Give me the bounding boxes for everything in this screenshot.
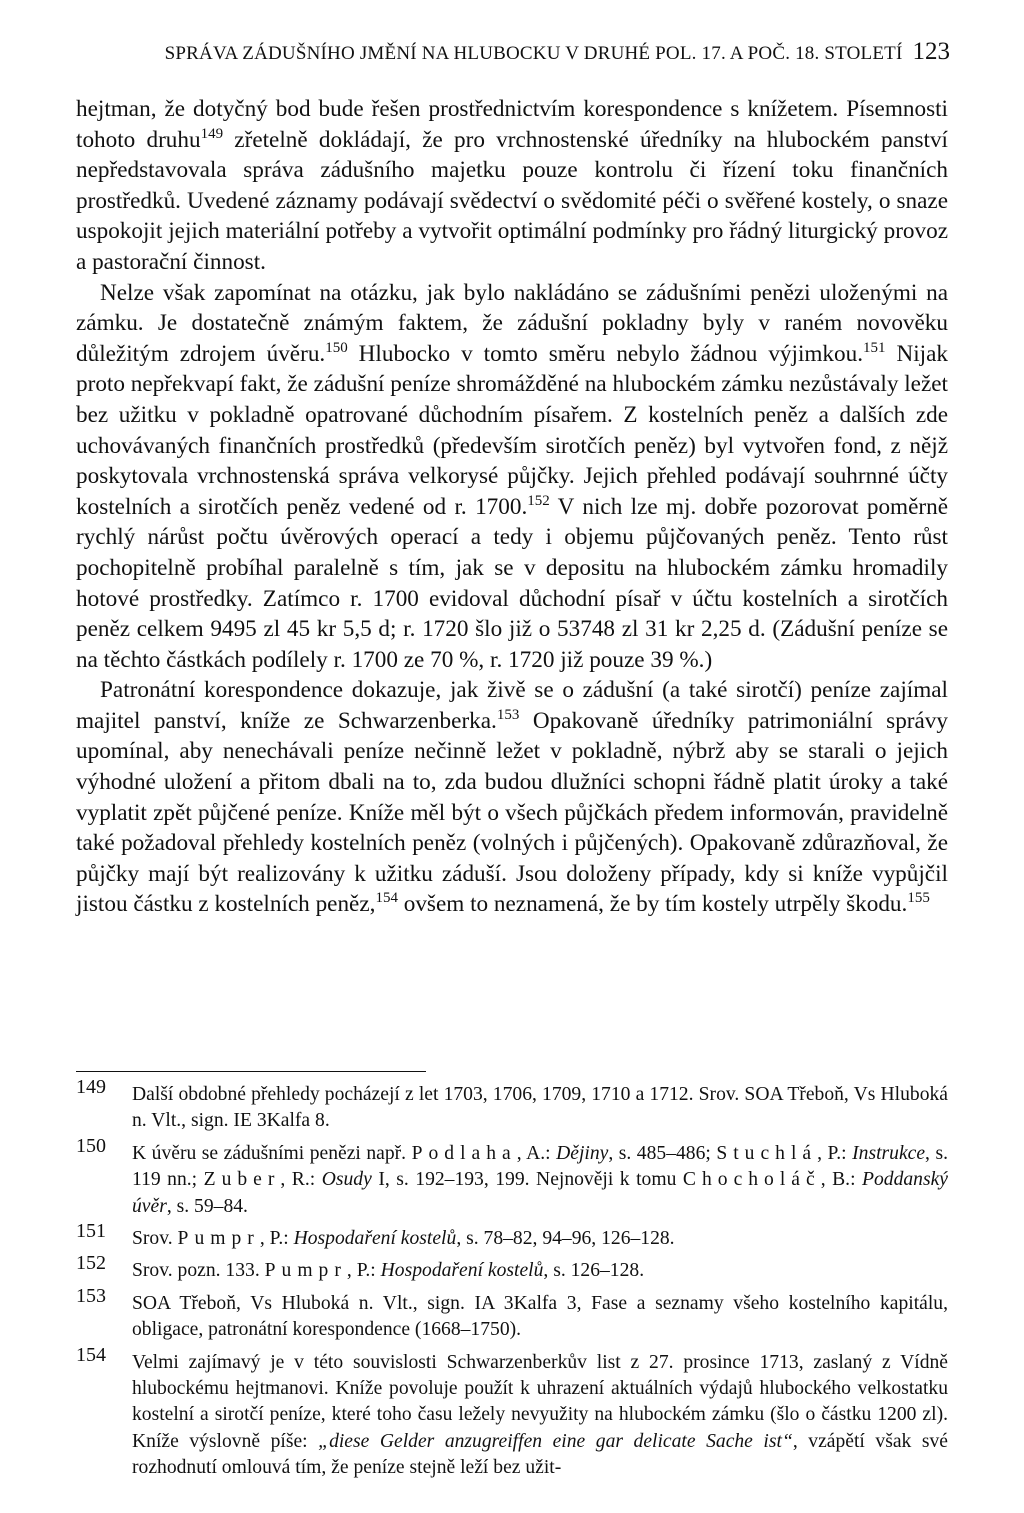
text-run: , s. 78–82, 94–96, 126–128. — [456, 1228, 675, 1250]
text-run: , s. 119 nn.; — [132, 1142, 948, 1191]
author-name: Podlaha — [411, 1142, 517, 1164]
footnote-number: 151 — [76, 1220, 106, 1243]
text-run: , P.: — [346, 1260, 381, 1282]
author-name: Pumpr — [177, 1228, 260, 1250]
text-run: Nijak proto nepřekvapí fakt, že zádušní peníze shromážděné na hlubockém zámku nezůstávaly ležet bez užitku v pokladně opatrované důchodním písařem. Z kostelních peněz a dalších zde uchovávaných finančních prostředků (především sirotčích peněz) byl vytvořen fond, z nějž poskytovala vrchnostenská správa velkorysé půjčky. Jejich přehled podávají souhrnné účty kostelních a sirotčích peněz vedené od r. 1700. — [76, 340, 948, 520]
work-title: Hospodaření kostelů — [380, 1260, 544, 1282]
footnote-ref-150[interactable]: 150 — [325, 339, 348, 356]
author-name: Chocholáč — [682, 1169, 821, 1191]
author-name: Zuber — [203, 1169, 281, 1191]
page-number: 123 — [912, 38, 950, 65]
work-title: Hospodaření kostelů — [293, 1228, 457, 1250]
author-name: Pumpr — [264, 1260, 347, 1282]
text-run: , s. 59–84. — [166, 1195, 248, 1217]
work-title: Dějiny — [556, 1142, 609, 1164]
text-run: , A.: — [516, 1142, 557, 1164]
work-title: Osudy — [321, 1169, 372, 1191]
footnote-152 — [76, 1252, 948, 1284]
text-run: , vzápětí však své rozhodnutí omlouvá tím, že peníze stejně leží bez užit- — [132, 1430, 948, 1479]
footnote-154 — [76, 1343, 948, 1482]
footnote-149 — [76, 1076, 948, 1135]
footnote-ref-154[interactable]: 154 — [375, 890, 398, 907]
paragraph-1 — [76, 94, 948, 278]
text-run: V nich lze mj. dobře pozorovat poměrně rychlý nárůst počtu úvěrových operací a tedy i objemu půjčovaných peněz. Tento růst pochopitelně probíhal paralelně s tím, jak se v depositu na hlubockém zámku hromadily hotové prostředky. Zatímco r. 1700 evidoval důchodní písař v účtu kostelních a sirotčích peněz celkem 9495 zl 45 kr 5,5 d; r. 1720 šlo již o 53748 zl 31 kr 2,25 d. (Zádušní peníze se na těchto částkách podílely r. 1700 ze 70 %, r. 1720 již pouze 39 %.) — [76, 493, 948, 673]
footnote-ref-149[interactable]: 149 — [200, 125, 224, 142]
text-run: K úvěru se zádušními penězi např. — [132, 1142, 412, 1164]
footnote-text — [132, 1226, 948, 1252]
text-run: hejtman, že dotyčný bod bude řešen prostřednictvím korespondence s knížetem. Písemnosti tohoto druhu — [76, 96, 948, 153]
paragraph-2 — [76, 278, 948, 676]
text-run: , B.: — [820, 1169, 863, 1191]
footnote-text: SOA Třeboň, Vs Hluboká n. Vlt., sign. IA 3Kalfa 3, Fase a seznamy všeho kostelního kapitálu, obligace, patronátní korespondence (1668–1750). — [132, 1292, 948, 1341]
work-title: Poddanský úvěr — [132, 1169, 949, 1217]
footnote-ref-151[interactable]: 151 — [863, 339, 886, 356]
footnote-150 — [76, 1134, 949, 1220]
footnote-text — [132, 1141, 948, 1220]
main-text — [76, 94, 948, 920]
text-run: I, s. 192–193, 199. Nejnověji k tomu — [371, 1169, 683, 1191]
footnote-text — [132, 1258, 948, 1284]
footnote-text: Další obdobné přehledy pocházejí z let 1703, 1706, 1709, 1710 a 1712. Srov. SOA Třeboň, Vs Hluboká n. Vlt., sign. IE 3Kalfa 8. — [132, 1084, 948, 1132]
text-run: , P.: — [259, 1228, 294, 1250]
text-run: ovšem to neznamená, že by tím kostely utrpěly škodu. — [397, 891, 908, 918]
text-run: Srov. pozn. 133. — [132, 1260, 265, 1282]
footnote-151 — [76, 1220, 948, 1252]
footnote-text — [132, 1350, 948, 1482]
footnote-number: 149 — [76, 1076, 106, 1098]
text-run: Srov. — [132, 1228, 178, 1250]
paragraph-3 — [76, 675, 948, 920]
text-run: , s. 126–128. — [543, 1260, 645, 1282]
text-run: Opakovaně úředníky patrimoniální správy upomínal, aby nenechávali peníze nečinně ležet v pokladně, nýbrž aby se starali o jejich výhodné uložení a přitom dbali na to, zda budou dlužníci schopni řádně platit úroky a také vyplatit zpět půjčené peníze. Kníže měl být o všech půjčkách předem informován, pravidelně také požadoval přehledy kostelních peněz (volných i půjčených). Opakovaně zdůrazňoval, že půjčky mají být realizovány k užitku záduší. Jsou doloženy případy, kdy si kníže vypůjčil jistou částku z kostelních peněz, — [76, 707, 948, 918]
footnote-number: 152 — [76, 1252, 106, 1275]
text-run: , R.: — [280, 1169, 322, 1191]
text-run: Velmi zajímavý je v této souvislosti Schwarzenberkův list z 27. prosince 1713, zaslaný z Vídně hlubockému hejtmanovi. Kníže povoluje použít k uhrazení aktuálních výdajů hlubockého velkostatku kostelní a sirotčí peníze, které toho času ležely nevyužity na hlubockém zámku (šlo o částku 1200 zl). Kníže výslovně píše: — [132, 1351, 948, 1452]
quotation: „diese Gelder anzugreiffen eine gar delicate Sache ist“ — [318, 1430, 793, 1452]
footnote-153 — [76, 1284, 948, 1344]
author-name: Stuchlá — [716, 1142, 818, 1164]
footnote-number: 154 — [76, 1343, 106, 1366]
footnote-number: 153 — [76, 1284, 106, 1307]
footnote-number: 150 — [76, 1134, 106, 1157]
text-run: Patronátní korespondence dokazuje, jak živě se o zádušní (a také sirotčí) peníze zajímal majitel panství, kníže ze Schwarzenberka. — [76, 677, 948, 734]
text-run: , s. 485–486; — [608, 1142, 717, 1164]
running-title: SPRÁVA ZÁDUŠNÍHO JMĚNÍ NA HLUBOCKU V DRUHÉ POL. 17. A POČ. 18. STOLETÍ — [164, 43, 903, 64]
text-run: Nelze však zapomínat na otázku, jak bylo nakládáno se zádušními penězi uloženými na zámku. Je dostatečně známým faktem, že zádušní pokladny byly v raném novověku důležitým zdrojem úvěru. — [76, 279, 948, 367]
footnotes — [76, 1076, 949, 1488]
text-run: zřetelně dokládají, že pro vrchnostenské úředníky na hlubockém panství nepředstavovala správa zádušního majetku pouze kontrolu či řízení toku finančních prostředků. Uvedené záznamy podávají svědectví o svědomité péči o svěřené kostely, o snaze uspokojit jejich materiální potřeby a vytvořit optimální podmínky pro řádný liturgický provoz a pastorační činnost. — [76, 126, 948, 275]
work-title: Instrukce — [852, 1142, 926, 1164]
text-run: , P.: — [817, 1142, 853, 1164]
footnote-ref-153[interactable]: 153 — [496, 706, 520, 723]
running-header — [150, 38, 950, 66]
footnote-ref-152[interactable]: 152 — [527, 492, 550, 509]
footnote-divider — [76, 1071, 426, 1072]
footnote-ref-155[interactable]: 155 — [907, 890, 930, 907]
text-run: Hlubocko v tomto směru nebylo žádnou výjimkou. — [347, 340, 864, 367]
